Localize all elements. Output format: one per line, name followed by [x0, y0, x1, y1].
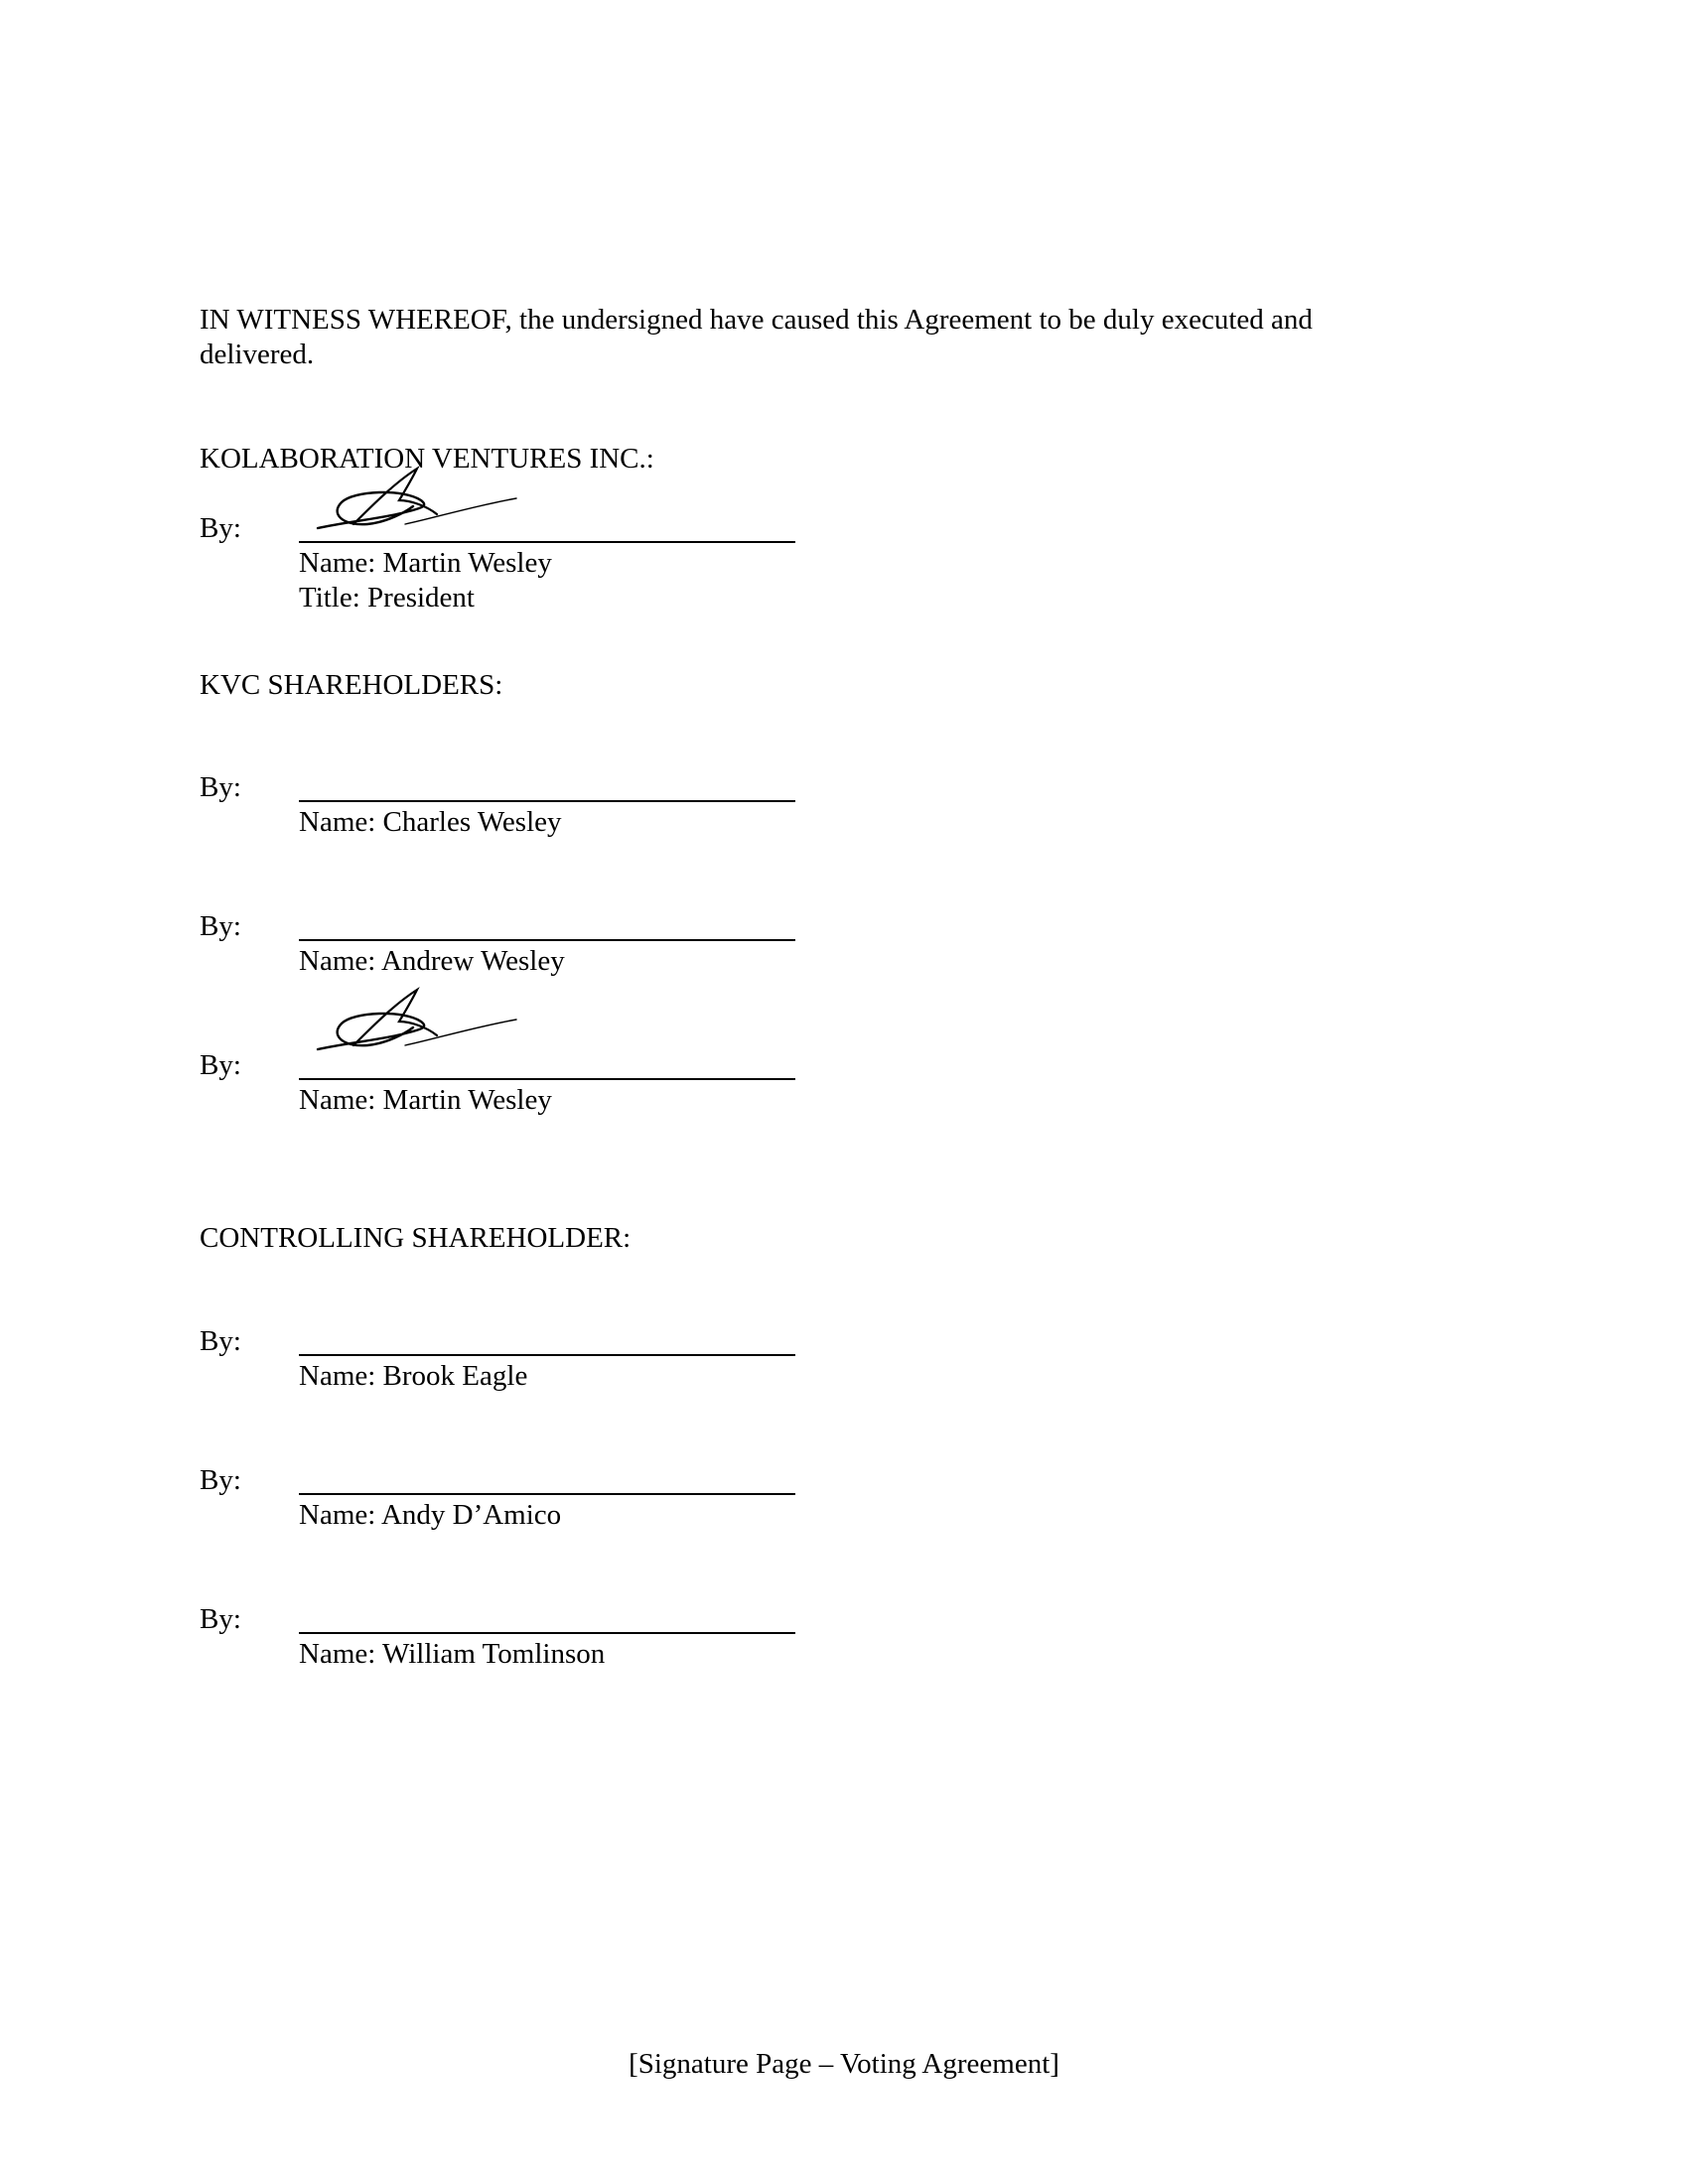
- page-footer: [Signature Page – Voting Agreement]: [629, 2048, 1059, 2080]
- kvc-signature-line-3: [299, 1078, 795, 1080]
- company-by-label: By:: [200, 512, 241, 544]
- company-heading: KOLABORATION VENTURES INC.:: [200, 443, 654, 475]
- kvc-signer-name-3: Name: Martin Wesley: [299, 1084, 552, 1116]
- controlling-signature-line-1: [299, 1354, 795, 1356]
- witness-clause-line-2: delivered.: [200, 339, 315, 370]
- company-signer-name: Name: Martin Wesley: [299, 547, 552, 579]
- company-signature-line: [299, 541, 795, 543]
- controlling-signature-line-2: [299, 1493, 795, 1495]
- kvc-signature-line-2: [299, 939, 795, 941]
- controlling-by-label-3: By:: [200, 1603, 241, 1635]
- controlling-signer-name-2: Name: Andy D’Amico: [299, 1499, 562, 1531]
- kvc-signer-name-1: Name: Charles Wesley: [299, 806, 562, 838]
- martin-wesley-signature-company: [314, 467, 522, 541]
- kvc-by-label-2: By:: [200, 910, 241, 942]
- kvc-signer-name-2: Name: Andrew Wesley: [299, 945, 565, 977]
- controlling-signature-line-3: [299, 1632, 795, 1634]
- kvc-by-label-3: By:: [200, 1049, 241, 1081]
- controlling-by-label-1: By:: [200, 1325, 241, 1357]
- kvc-signature-line-1: [299, 800, 795, 802]
- controlling-by-label-2: By:: [200, 1464, 241, 1496]
- witness-clause-line-1: IN WITNESS WHEREOF, the undersigned have caused this Agreement to be duly executed and: [200, 304, 1313, 336]
- controlling-signer-name-3: Name: William Tomlinson: [299, 1638, 606, 1670]
- kvc-heading: KVC SHAREHOLDERS:: [200, 669, 503, 701]
- controlling-signer-name-1: Name: Brook Eagle: [299, 1360, 528, 1392]
- martin-wesley-signature-kvc: [314, 988, 522, 1062]
- company-signer-title: Title: President: [299, 582, 475, 614]
- kvc-by-label-1: By:: [200, 771, 241, 803]
- controlling-heading: CONTROLLING SHAREHOLDER:: [200, 1222, 632, 1254]
